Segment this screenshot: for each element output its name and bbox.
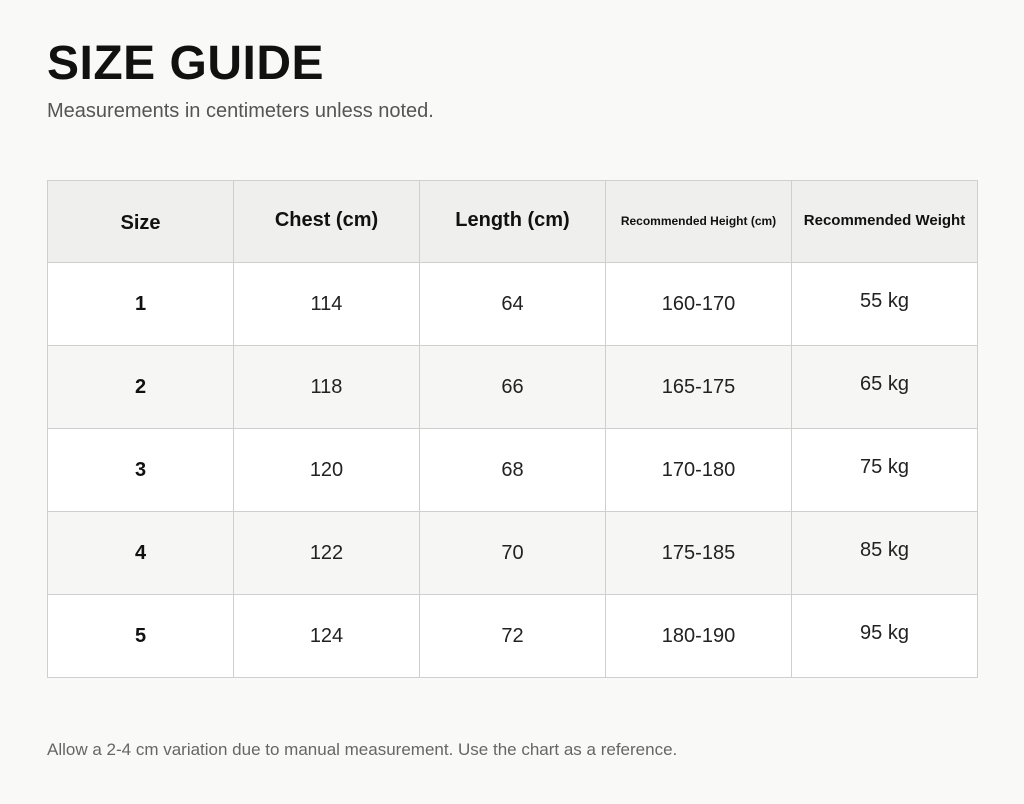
cell-recommended-weight: 95 kg [792,595,978,678]
cell-chest: 118 [234,346,420,429]
cell-recommended-height: 160-170 [606,263,792,346]
cell-recommended-weight: 65 kg [792,346,978,429]
cell-recommended-height: 175-185 [606,512,792,595]
cell-recommended-height: 170-180 [606,429,792,512]
column-header-length: Length (cm) [420,181,606,263]
size-guide-table [47,180,978,678]
cell-size: 2 [48,346,234,429]
column-header-size: Size [48,181,234,263]
table-header [48,181,978,263]
cell-size: 5 [48,595,234,678]
cell-recommended-weight: 55 kg [792,263,978,346]
footnote: Allow a 2-4 cm variation due to manual measurement. Use the chart as a reference. [47,740,678,759]
cell-chest: 124 [234,595,420,678]
cell-recommended-height: 180-190 [606,595,792,678]
table-row [48,346,978,429]
cell-recommended-weight: 85 kg [792,512,978,595]
table-body [48,263,978,678]
page-subtitle: Measurements in centimeters unless noted. [47,100,434,122]
cell-size: 3 [48,429,234,512]
cell-recommended-height: 165-175 [606,346,792,429]
table-row [48,429,978,512]
table-row [48,263,978,346]
cell-length: 72 [420,595,606,678]
cell-recommended-weight: 75 kg [792,429,978,512]
column-header-chest: Chest (cm) [234,181,420,263]
cell-length: 66 [420,346,606,429]
cell-length: 64 [420,263,606,346]
table-row [48,595,978,678]
cell-length: 68 [420,429,606,512]
cell-size: 4 [48,512,234,595]
cell-chest: 114 [234,263,420,346]
cell-chest: 122 [234,512,420,595]
column-header-recommended-weight: Recommended Weight [792,181,978,263]
page-title: SIZE GUIDE [47,37,325,90]
column-header-recommended-height: Recommended Height (cm) [606,181,792,263]
table-header-row [48,181,978,263]
table-row [48,512,978,595]
cell-chest: 120 [234,429,420,512]
cell-length: 70 [420,512,606,595]
cell-size: 1 [48,263,234,346]
